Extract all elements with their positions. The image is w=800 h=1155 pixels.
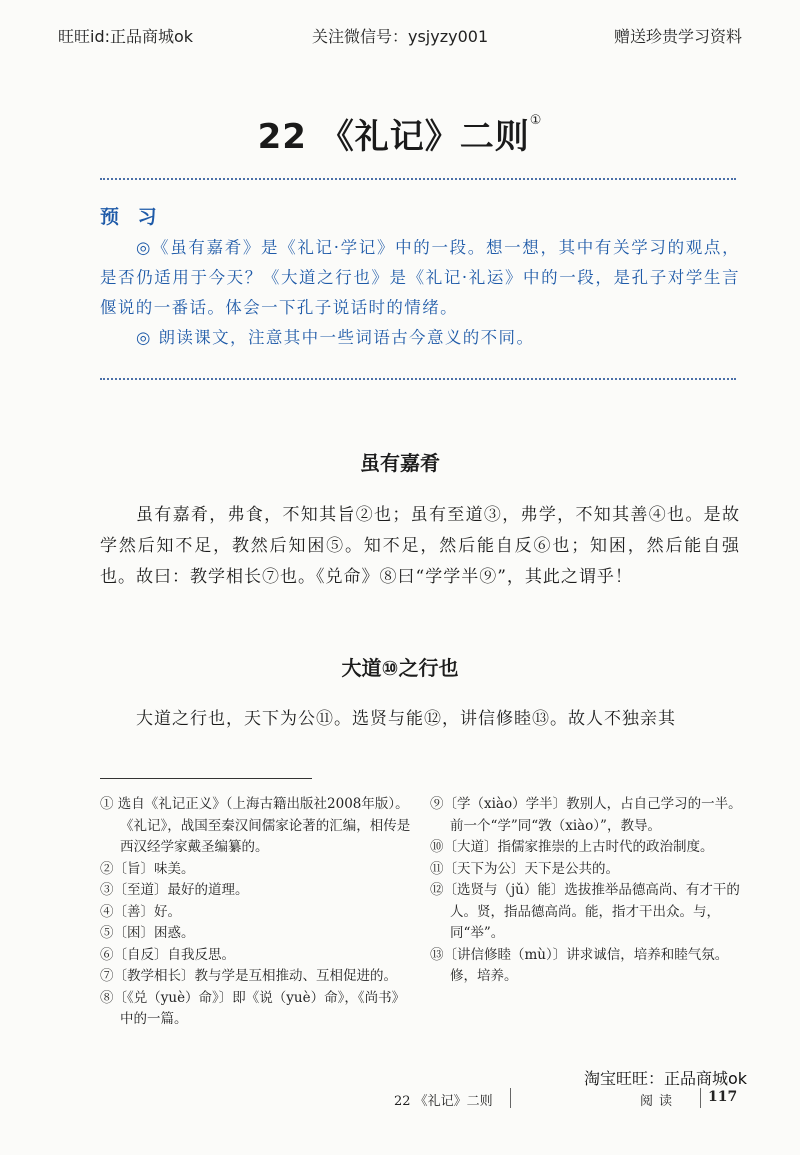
footnote-11: ⑪〔天下为公〕天下是公共的。 <box>430 860 619 877</box>
footnotes-left <box>100 794 412 1031</box>
dotted-divider-bottom <box>100 378 736 380</box>
footnote-13: ⑬〔讲信修睦（mù）〕讲求诚信，培养和睦气氛。修，培养。 <box>430 946 729 984</box>
footer-section-label: 阅读 <box>640 1094 679 1109</box>
footnote-rule <box>100 778 312 779</box>
footnote-3: ③〔至道〕最好的道理。 <box>100 882 249 898</box>
footnote-12: ⑫〔选贤与（jǔ）能〕选拔推举品德高尚、有才干的人。贤，指品德高尚。能，指才干出众。与，同“举”。 <box>430 882 740 941</box>
section-text-1: 虽有嘉肴，弗食，不知其旨②也；虽有至道③，弗学，不知其善④也。是故学然后知不足，教然后知困⑤。知不足，然后能自反⑥也；知困，然后能自强也。故曰：教学相长⑦也。《兑命》⑧曰“学学半⑨”，其此之谓乎！ <box>100 505 740 587</box>
watermark-center: 关注微信号：ysjyzy001 <box>312 27 489 46</box>
footnote-7: ⑦〔教学相长〕教与学是互相推动、互相促进的。 <box>100 968 397 984</box>
title-footnote-mark: ① <box>529 112 543 128</box>
footnote-10: ⑩〔大道〕指儒家推崇的上古时代的政治制度。 <box>430 839 714 855</box>
footnotes-right <box>430 794 742 988</box>
page-title <box>0 109 800 158</box>
watermark-left: 旺旺id:正品商城ok <box>58 27 194 46</box>
footnote-2: ②〔旨〕味美。 <box>100 860 195 877</box>
dotted-divider-top <box>100 178 736 180</box>
section-title-2: 大道⑩之行也 <box>341 656 459 680</box>
page-number: 117 <box>708 1089 738 1105</box>
page-title-text: 22 《礼记》二则 <box>257 116 530 157</box>
watermark-right: 赠送珍贵学习资料 <box>614 27 743 46</box>
footnote-1: ① 选自《礼记正义》（上海古籍出版社2008年版）。《礼记》，战国至秦汉间儒家论著的汇编，相传是西汉经学家戴圣编纂的。 <box>100 796 411 855</box>
footer-divider-2 <box>700 1088 701 1108</box>
footnote-9: ⑨〔学（xiào）学半〕教别人，占自己学习的一半。前一个“学”同“敩（xiào）”，教导。 <box>430 796 742 834</box>
preview-box <box>100 202 740 353</box>
footer-running-title: 22 《礼记》二则 <box>394 1094 493 1109</box>
footnote-8: ⑧〔《兑（yuè）命》〕即《说（yuè）命》，《尚书》中的一篇。 <box>100 989 406 1027</box>
footnote-4: ④〔善〕好。 <box>100 903 181 920</box>
shop-stamp: 淘宝旺旺：正品商城ok <box>584 1069 748 1088</box>
section-title-1: 虽有嘉肴 <box>360 451 440 475</box>
preview-paragraph-1: ◎《虽有嘉肴》是《礼记·学记》中的一段。想一想，其中有关学习的观点，是否仍适用于今天？《大道之行也》是《礼记·礼运》中的一段，是孔子对学生言偃说的一番话。体会一下孔子说话时的情绪。 <box>100 238 740 317</box>
preview-heading: 预 习 <box>100 206 163 228</box>
footer-divider-1 <box>510 1088 511 1108</box>
footnote-6: ⑥〔自反〕自我反思。 <box>100 946 235 963</box>
footnote-5: ⑤〔困〕困惑。 <box>100 925 195 941</box>
section-text-2: 大道之行也，天下为公⑪。选贤与能⑫，讲信修睦⑬。故人不独亲其 <box>136 709 676 729</box>
preview-paragraph-2: ◎ 朗读课文，注意其中一些词语古今意义的不同。 <box>136 328 535 347</box>
